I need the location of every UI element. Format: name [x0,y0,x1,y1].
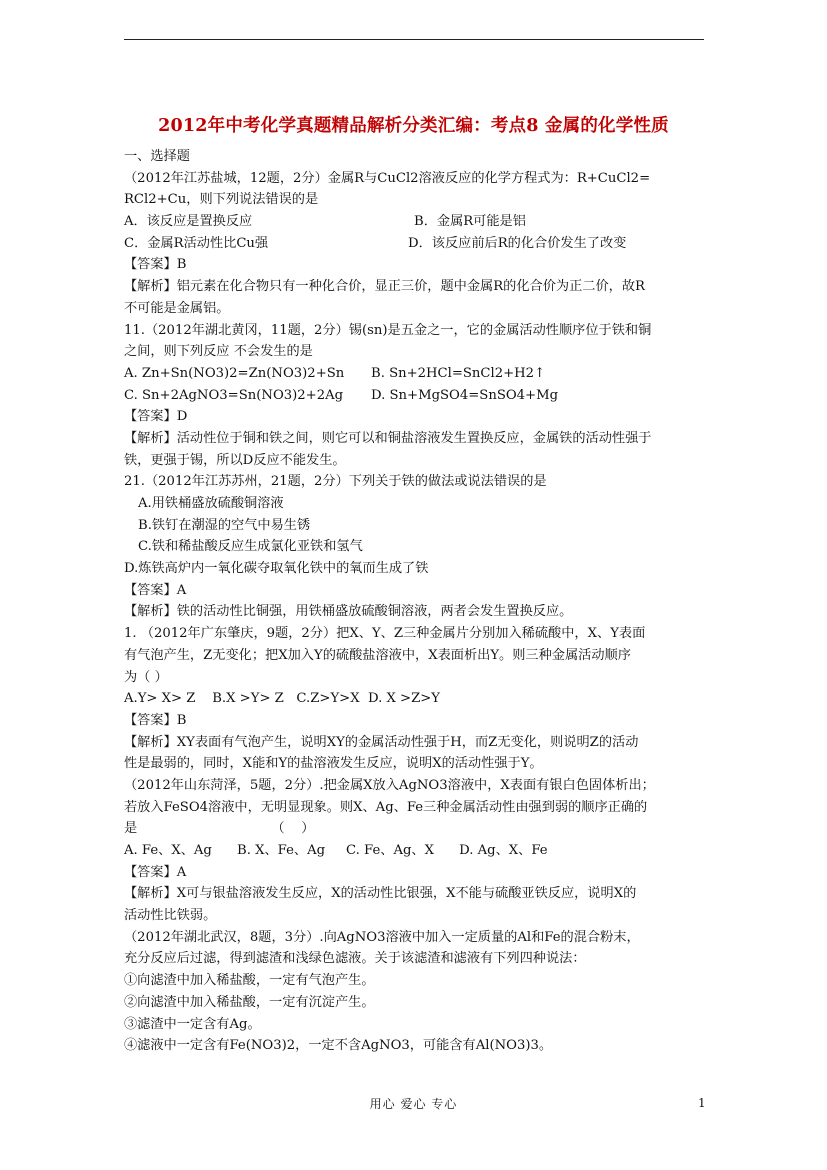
q2-analysis: 【解析】活动性位于铜和铁之间，则它可以和铜盐溶液发生置换反应，金属铁的活动性强于 [124,430,652,446]
q3-option-c: C.铁和稀盐酸反应生成氯化亚铁和氢气 [138,539,363,555]
header-rule [124,39,704,40]
q1-option-a: A．该反应是置换反应 [124,214,253,230]
document-title: 2012年中考化学真题精品解析分类汇编：考点8 金属的化学性质 [158,116,669,136]
q2-option-b: B. Sn+2HCl=SnCl2+H2↑ [371,365,546,381]
q3-option-d: D.炼铁高炉内一氧化碳夺取氧化铁中的氧而生成了铁 [124,561,429,577]
q4-stem-line: 有气泡产生，Z无变化；把X加入Y的硫酸盐溶液中，X表面析出Y。则三种金属活动顺序 [124,647,631,663]
q2-options-row [124,385,709,407]
q3-option-a: A.用铁桶盛放硫酸铜溶液 [138,496,284,511]
q6-statement-2: ②向滤渣中加入稀盐酸，一定有沉淀产生。 [124,994,375,1010]
q2-stem-line: 之间，则下列反应 不会发生的是 [124,344,313,360]
q5-analysis: 【解析】X可与银盐溶液发生反应，X的活动性比银强，X不能与硫酸亚铁反应，说明X的 [124,886,637,902]
q6-stem-line: 充分反应后过滤，得到滤渣和浅绿色滤液。关于该滤渣和滤液有下列四种说法： [124,951,586,967]
q1-options-row [124,233,709,255]
q5-options: A. Fe、X、Ag B. X、Fe、Ag C. Fe、Ag、X D. Ag、X、Fe [124,843,548,858]
q2-analysis: 铁，更强于锡，所以D反应不能发生。 [124,452,346,468]
q6-statement-3: ③滤渣中一定含有Ag。 [124,1016,261,1032]
q5-stem-line: 是 （ ） [124,821,315,837]
q1-options-row [124,211,709,233]
q5-stem-line: （2012年山东菏泽，5题，2分）.把金属X放入AgNO3溶液中，X表面有银白色固体析出； [124,777,655,793]
q1-analysis: 【解析】铝元素在化合物只有一种化合价，显正三价，题中金属R的化合价为正二价，故R [124,279,645,295]
q5-stem-line: 若放入FeSO4溶液中，无明显现象。则X、Ag、Fe三种金属活动性由强到弱的顺序正确的 [124,799,648,815]
q1-option-b: B．金属R可能是铝 [414,214,526,230]
q1-option-d: D．该反应前后R的化合价发生了改变 [408,235,627,251]
q4-stem-line: 为（ ） [124,669,168,685]
q4-options: A.Y> X> Z B.X >Y> Z C.Z>Y>X D. X >Z>Y [124,691,441,707]
section-heading: 一、选择题 [124,149,190,164]
q6-statement-4: ④滤液中一定含有Fe(NO3)2，一定不含AgNO3，可能含有Al(NO3)3。 [124,1038,553,1054]
q2-option-d: D. Sn+MgSO4=SnSO4+Mg [371,387,559,403]
q2-answer: 【答案】D [124,409,188,425]
q3-analysis: 【解析】铁的活动性比铜强，用铁桶盛放硫酸铜溶液，两者会发生置换反应。 [124,604,573,620]
q1-stem-line: （2012年江苏盐城，12题，2分）金属R与CuCl2溶液反应的化学方程式为：R+CuCl2= [124,170,651,186]
q2-options-row [124,363,709,385]
document-body [124,146,709,1057]
q3-answer: 【答案】A [124,582,187,598]
footer-slogan: 用心 爱心 专心 [369,1097,458,1111]
q4-analysis: 性是最弱的，同时，X能和Y的盐溶液发生反应，说明X的活动性强于Y。 [124,756,543,772]
q6-statement-1: ①向滤渣中加入稀盐酸，一定有气泡产生。 [124,973,375,989]
q6-stem-line: （2012年湖北武汉，8题，3分）.向AgNO3溶液中加入一定质量的Al和Fe的混合粉末， [124,929,640,945]
q3-option-b: B.铁钉在潮湿的空气中易生锈 [138,517,311,533]
q1-option-c: C．金属R活动性比Cu强 [124,235,269,251]
q4-analysis: 【解析】XY表面有气泡产生，说明XY的金属活动性强于H，而Z无变化，则说明Z的活动 [124,734,639,750]
q2-option-a: A. Zn+Sn(NO3)2=Zn(NO3)2+Sn [124,365,345,381]
q4-answer: 【答案】B [124,712,187,728]
page-number: 1 [698,1096,706,1110]
q5-analysis: 活动性比铁弱。 [124,908,217,924]
q1-answer: 【答案】B [124,257,187,273]
q3-stem: 21.（2012年江苏苏州，21题，2分）下列关于铁的做法或说法错误的是 [124,474,547,490]
q1-analysis: 不可能是金属铝。 [124,300,230,316]
q2-option-c: C. Sn+2AgNO3=Sn(NO3)2+2Ag [124,387,344,403]
q1-stem-line: RCl2+Cu，则下列说法错误的是 [124,192,319,208]
q2-stem-line: 11.（2012年湖北黄冈，11题，2分）锡(sn)是五金之一，它的金属活动性顺序位于铁和铜 [124,322,652,338]
q5-answer: 【答案】A [124,864,187,880]
q4-stem-line: 1. （2012年广东肇庆，9题，2分）把X、Y、Z三种金属片分别加入稀硫酸中，X、Y表面 [124,626,646,642]
